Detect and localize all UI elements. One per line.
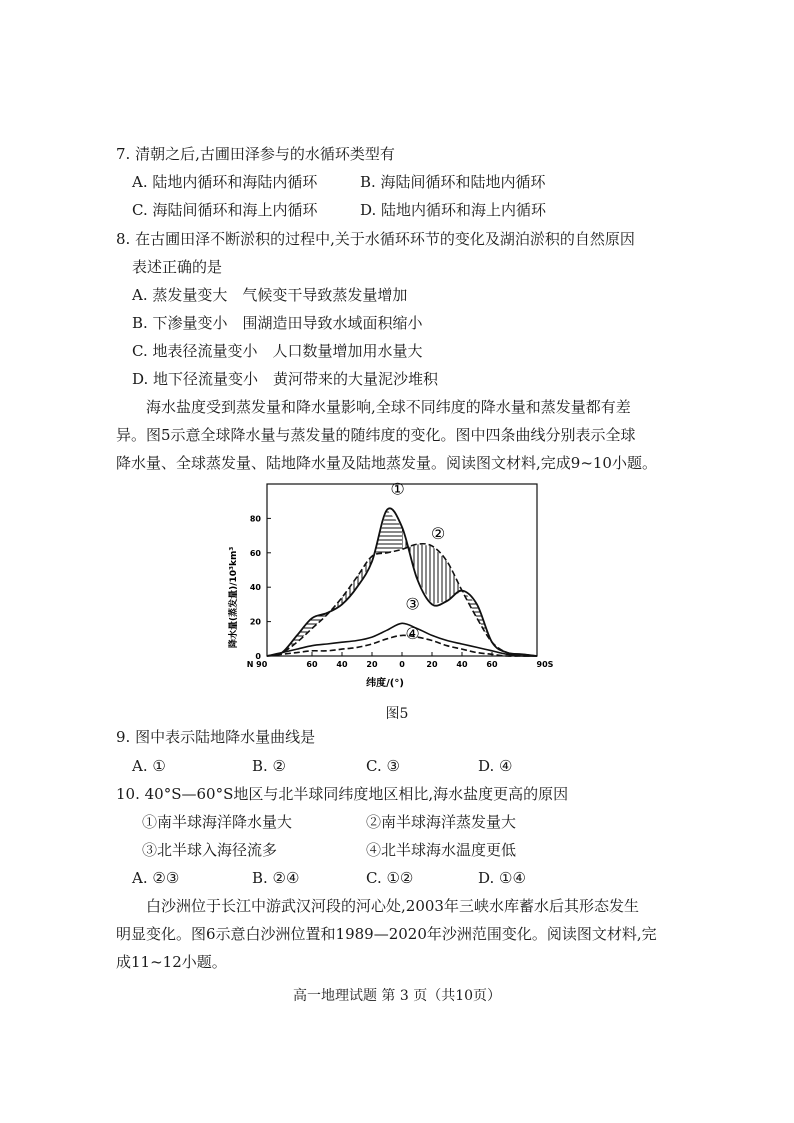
passage2-line2: 明显变化。图6示意白沙洲位置和1989—2020年沙洲范围变化。阅读图文材料,完 bbox=[116, 925, 657, 943]
q7-option-b: B. 海陆间循环和陆地内循环 bbox=[360, 173, 546, 191]
q9-stem: 9. 图中表示陆地降水量曲线是 bbox=[116, 728, 316, 746]
y-tick-label: 60 bbox=[249, 548, 261, 558]
y-tick-label: 0 bbox=[255, 652, 261, 661]
q8-option-a: A. 蒸发量变大 气候变干导致蒸发量增加 bbox=[132, 286, 408, 304]
q9-option-c: C. ③ bbox=[366, 757, 400, 775]
curve-label-1: ① bbox=[390, 479, 405, 499]
x-tick-label: 20 bbox=[366, 660, 378, 669]
q8-option-b: B. 下渗量变小 围湖造田导致水域面积缩小 bbox=[132, 314, 423, 332]
curve-label-4: ④ bbox=[405, 623, 420, 643]
q7-option-a: A. 陆地内循环和海陆内循环 bbox=[132, 173, 318, 191]
passage2-line3: 成11~12小题。 bbox=[116, 953, 227, 971]
y-tick-label: 40 bbox=[249, 583, 261, 593]
y-axis-label: 降水量(蒸发量)/10³km³ bbox=[229, 546, 239, 648]
q10-option-c: C. ①② bbox=[366, 869, 414, 887]
hatch-segment bbox=[432, 546, 447, 604]
q10-option-b: B. ②④ bbox=[252, 869, 300, 887]
q8-option-d: D. 地下径流量变小 黄河带来的大量泥沙堆积 bbox=[132, 370, 439, 388]
q7-stem: 7. 清朝之后,古圃田泽参与的水循环类型有 bbox=[116, 145, 395, 163]
figure5-chart bbox=[220, 478, 554, 693]
x-tick-label: 40 bbox=[456, 660, 468, 669]
q7-option-c: C. 海陆间循环和海上内循环 bbox=[132, 201, 318, 219]
q8-stem-line1: 8. 在古圃田泽不断淤积的过程中,关于水循环环节的变化及湖泊淤积的自然原因 bbox=[116, 230, 635, 248]
y-tick-label: 20 bbox=[249, 617, 261, 627]
q9-option-b: B. ② bbox=[252, 757, 287, 775]
y-axis-ticks bbox=[250, 514, 271, 661]
x-tick-label: N 90 bbox=[246, 660, 268, 669]
passage1-line3: 降水量、全球蒸发量、陆地降水量及陆地蒸发量。阅读图文材料,完成9~10小题。 bbox=[116, 454, 657, 472]
x-axis-label: 纬度/(°) bbox=[366, 678, 404, 689]
x-tick-label: 90S bbox=[536, 660, 554, 669]
q7-option-d: D. 陆地内循环和海上内循环 bbox=[360, 201, 547, 219]
curve-2 bbox=[267, 544, 537, 656]
hatch-segment bbox=[387, 510, 402, 553]
q10-option-d: D. ①④ bbox=[478, 869, 526, 887]
hatch-fills bbox=[267, 510, 537, 656]
q9-option-a: A. ① bbox=[132, 757, 166, 775]
hatch-segment bbox=[297, 618, 312, 642]
q8-stem-line2: 表述正确的是 bbox=[132, 258, 223, 276]
q10-statement-3: ③北半球入海径流多 bbox=[142, 841, 278, 859]
page-footer: 高一地理试题 第 3 页（共10页） bbox=[292, 988, 502, 1004]
passage2-line1: 白沙洲位于长江中游武汉河段的河心处,2003年三峡水库蓄水后其形态发生 bbox=[146, 897, 639, 915]
y-tick-label: 80 bbox=[249, 514, 261, 524]
q10-statement-4: ④北半球海水温度更低 bbox=[366, 841, 517, 859]
curve-label-3: ③ bbox=[405, 594, 420, 614]
x-tick-label: 20 bbox=[426, 660, 438, 669]
q10-option-a: A. ②③ bbox=[132, 869, 180, 887]
figure5-caption: 图5 bbox=[385, 706, 409, 722]
x-tick-label: 40 bbox=[336, 660, 348, 669]
q9-option-d: D. ④ bbox=[478, 757, 513, 775]
x-tick-label: 60 bbox=[486, 660, 498, 669]
passage1-line1: 海水盐度受到蒸发量和降水量影响,全球不同纬度的降水量和蒸发量都有差 bbox=[146, 398, 631, 416]
q8-option-c: C. 地表径流量变小 人口数量增加用水量大 bbox=[132, 342, 423, 360]
q10-statement-1: ①南半球海洋降水量大 bbox=[142, 813, 293, 831]
curve-label-2: ② bbox=[430, 524, 446, 544]
passage1-line2: 异。图5示意全球降水量与蒸发量的随纬度的变化。图中四条曲线分别表示全球 bbox=[116, 426, 636, 444]
q10-stem: 10. 40°S—60°S地区与北半球同纬度地区相比,海水盐度更高的原因 bbox=[116, 785, 569, 803]
q10-statement-2: ②南半球海洋蒸发量大 bbox=[366, 813, 517, 831]
x-tick-label: 60 bbox=[306, 660, 318, 669]
x-tick-label: 0 bbox=[399, 660, 405, 669]
